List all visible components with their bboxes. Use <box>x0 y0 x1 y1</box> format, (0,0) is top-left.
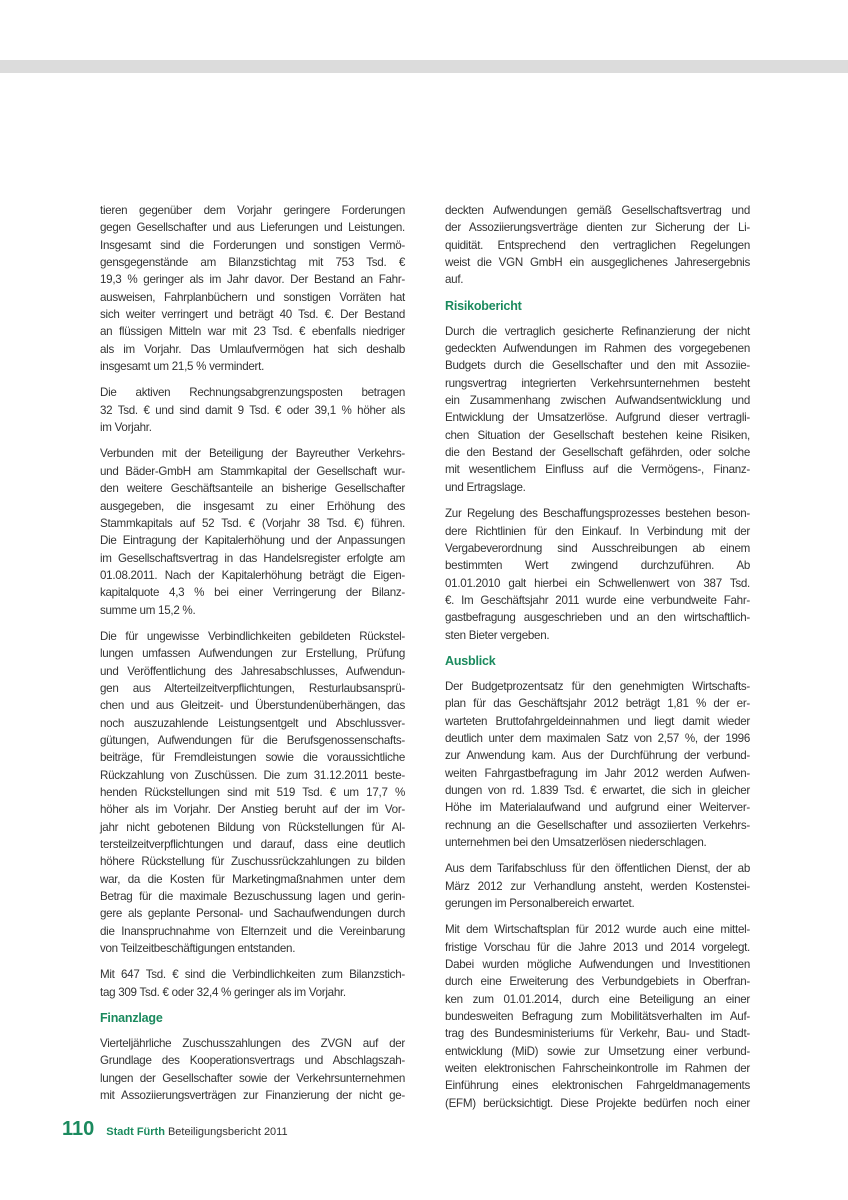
text-line: deckten Aufwendungen gemäß Gesellschaftsvertrag und <box>445 204 750 217</box>
text-line: Höhe im Materialaufwand und aufgrund einer Weiterver- <box>445 801 750 815</box>
text-line: zur Anwendung kam. Aus der Durchführung der verbund- <box>445 749 750 763</box>
section-heading: Risikobericht <box>445 298 522 313</box>
text-line: chen Situation der Gesellschaft bestehen keine Risiken, <box>445 428 750 442</box>
footer-brand: Stadt Fürth <box>106 1126 165 1138</box>
text-line: (EFM) berücksichtigt. Diese Projekte bedürfen noch einer <box>445 1096 750 1110</box>
text-line: rungsvertrag integrierten Verkehrsunternehmen besteht <box>445 376 750 390</box>
text-line: Rückzahlung von Zuschüssen. Die zum 31.12.2011 beste- <box>100 768 405 782</box>
text-line: im Gesellschaftsvertrag in das Handelsregister erfolgte am <box>100 551 405 565</box>
text-line: gensgegenstände am Bilanzstichtag mit 753 Tsd. € <box>100 256 405 270</box>
footer-report-title: Beteiligungsbericht 2011 <box>167 1126 288 1138</box>
section-heading: Ausblick <box>445 653 496 668</box>
text-line: 32 Tsd. € und sind damit 9 Tsd. € oder 39,1 % höher als <box>100 403 405 417</box>
text-line: lungen umfassen Aufwendungen zur Erstellung, Prüfung <box>100 647 405 661</box>
text-line: weiten elektronischen Fahrscheinkontrolle im Rahmen der <box>445 1062 750 1076</box>
text-line: gütungen, Aufwendungen für die Berufsgenossenschafts- <box>100 733 405 747</box>
text-line: 01.08.2011. Nach der Kapitalerhöhung beträgt die Eigen- <box>100 568 405 582</box>
text-line: ausweisen, Fahrplanbüchern und sonstigen Vorräten hat <box>100 290 405 304</box>
text-line: gerungen im Personalbereich erwartet. <box>445 897 635 911</box>
text-line: trag des Bundesministeriums für Verkehr, Bau- und Stadt- <box>445 1027 750 1041</box>
text-line: weiten Fahrgastbefragung im Jahr 2012 werden Aufwen- <box>445 766 750 780</box>
text-line: Aus dem Tarifabschluss für den öffentlichen Dienst, der ab <box>445 862 750 876</box>
paragraph <box>445 678 750 851</box>
text-line: von Teilzeitbeschäftigungen entstanden. <box>100 942 296 956</box>
text-line: beiträge, für Fremdleistungen sowie die voraussichtliche <box>100 751 405 765</box>
text-line: Dabei wurden mögliche Aufwendungen und Investitionen <box>445 958 750 972</box>
text-line: als im Vorjahr. Das Umlaufvermögen hat sich deshalb <box>100 342 405 356</box>
text-line: Der Budgetprozentsatz für den genehmigten Wirtschafts- <box>445 679 750 693</box>
text-line: bestimmten Wert zwingend durchzuführen. Ab <box>445 559 750 573</box>
text-line: €. Im Geschäftsjahr 2011 wurde eine verbundweite Fahr- <box>445 593 750 607</box>
text-line: Zur Regelung des Beschaffungsprozesses bestehen beson- <box>445 507 750 521</box>
text-line: gen aus Alterteilzeitverpflichtungen, Resturlaubsansprü- <box>100 681 405 695</box>
text-line: dungen von rd. 1.839 Tsd. € erwartet, die sich in gleicher <box>445 783 750 797</box>
text-line: Vierteljährliche Zuschusszahlungen des ZVGN auf der <box>100 1037 405 1051</box>
text-line: Durch die vertraglich gesicherte Refinanzierung der nicht <box>445 324 750 338</box>
paragraph <box>445 505 750 644</box>
text-line: der Assoziierungsverträge dienten zur Sicherung der Li- <box>445 221 750 235</box>
text-line: durch eine Erweiterung des Verbundgebiets in Oberfran- <box>445 975 750 989</box>
text-line: sten Bieter vergeben. <box>445 628 550 642</box>
text-line: jahr nicht gebotenen Bildung von Rückstellungen für Al- <box>100 820 405 834</box>
text-line: quidität. Entsprechend den vertraglichen Regelungen <box>445 238 750 252</box>
paragraph <box>445 921 750 1112</box>
text-line: tag 309 Tsd. € oder 32,4 % geringer als im Vorjahr. <box>100 985 346 999</box>
text-line: und Bäder-GmbH am Stammkapital der Gesellschaft wur- <box>100 464 405 478</box>
text-line: bundesweiten Befragung zum Mobilitätsverhalten im Auf- <box>445 1010 750 1024</box>
text-line: plan für das Geschäftsjahr 2012 beträgt 1,81 % der er- <box>445 697 750 711</box>
paragraph <box>445 202 750 289</box>
text-line: unternehmen bei den Umsatzerlösen niederschlagen. <box>445 836 707 849</box>
page-footer <box>62 1118 288 1141</box>
text-line: Die aktiven Rechnungsabgrenzungsposten betragen <box>100 386 405 400</box>
text-line: und Veröffentlichung des Jahresabschlusses, Aufwendun- <box>100 664 405 678</box>
text-line: den weitere Geschäftsanteile an bisherige Gesellschafter <box>100 482 405 496</box>
text-line: Insgesamt sind die Forderungen und sonstigen Vermö- <box>100 238 405 252</box>
text-line: die den Bestand der Gesellschaft gefährden, oder solche <box>445 446 750 460</box>
page-number: 110 <box>62 1118 95 1140</box>
text-line: fristige Vorschau für die Jahre 2013 und 2014 vorgelegt. <box>445 940 750 954</box>
paragraph <box>100 628 405 958</box>
paragraph <box>100 1035 405 1104</box>
text-line: höhere Rückstellung für Zuschussrückzahlungen zu bilden <box>100 855 405 869</box>
paragraph <box>445 860 750 912</box>
text-line: entwicklung (MiD) sowie zur Umsetzung einer verbund- <box>445 1044 750 1058</box>
text-line: und Ertragslage. <box>445 480 526 494</box>
paragraph <box>100 966 405 1001</box>
text-line: Budgets durch die Gesellschafter und den mit Assoziie- <box>445 359 750 373</box>
text-line: Die Eintragung der Kapitalerhöhung und der Anpassungen <box>100 534 405 548</box>
text-line: kapitalquote 4,3 % bei einer Verringerung der Bilanz- <box>100 586 405 600</box>
text-line: an flüssigen Mitteln war mit 23 Tsd. € ebenfalls niedriger <box>100 325 405 339</box>
text-line: ken zum 01.01.2014, durch eine Beteiligung an einer <box>445 992 750 1006</box>
text-line: ein Zusammenhang zwischen Aufwandsentwicklung und <box>445 394 750 408</box>
text-line: Vergabeverordnung sind Ausschreibungen ab einem <box>445 541 750 555</box>
text-line: tieren gegenüber dem Vorjahr geringere Forderungen <box>100 204 405 217</box>
text-line: war, da die Kosten für Marketingmaßnahmen unter dem <box>100 872 405 886</box>
paragraph <box>100 445 405 618</box>
text-line: dere Richtlinien für den Einkauf. In Verbindung mit der <box>445 524 750 538</box>
text-line: chen und aus Gleitzeit- und Überstundenüberhängen, das <box>100 699 405 713</box>
text-line: höher als im Vorjahr. Der Anstieg beruht auf der im Vor- <box>100 803 405 817</box>
text-line: Entwicklung der Umsatzerlöse. Aufgrund dieser vertragli- <box>445 411 750 425</box>
text-line: warteten Bruttofahrgeldeinnahmen und liegt damit wieder <box>445 714 750 728</box>
right-text-column <box>445 202 750 1121</box>
text-line: Mit 647 Tsd. € sind die Verbindlichkeiten zum Bilanzstich- <box>100 968 405 982</box>
text-line: gegen Gesellschafter und aus Lieferungen und Leistungen. <box>100 221 405 235</box>
text-line: mit wesentlichem Einfluss auf die Vermögens-, Finanz- <box>445 463 750 477</box>
text-line: im Vorjahr. <box>100 421 152 435</box>
text-line: tersteilzeitverpflichtungen und darauf, dass eine deutlich <box>100 838 405 852</box>
text-line: summe um 15,2 %. <box>100 603 196 617</box>
text-line: mit Assoziierungsverträgen zur Finanzierung der nicht ge- <box>100 1089 405 1103</box>
text-line: die Inanspruchnahme von Elternzeit und die Vereinbarung <box>100 924 405 938</box>
text-line: Einführung eines elektronischen Fahrgeldmanagements <box>445 1079 750 1093</box>
text-line: gastbefragung ausgeschrieben und an den wirtschaftlich- <box>445 611 750 625</box>
text-line: lungen der Gesellschafter sowie der Verkehrsunternehmen <box>100 1071 405 1085</box>
paragraph <box>100 384 405 436</box>
text-line: gedeckten Aufwendungen im Rahmen des vorgegebenen <box>445 342 750 356</box>
text-line: noch auszuzahlende Leistungsentgelt und Abschlussver- <box>100 716 405 730</box>
text-line: henden Rückstellungen sind mit 519 Tsd. € um 17,7 % <box>100 786 405 799</box>
text-line: 01.01.2010 galt hierbei ein Schwellenwert von 387 Tsd. <box>445 576 750 590</box>
section-heading: Finanzlage <box>100 1011 163 1026</box>
text-line: rechnung an die Gesellschafter und assoziierten Verkehrs- <box>445 818 750 832</box>
text-line: ausgegeben, die insgesamt zu einer Erhöhung des <box>100 499 405 513</box>
text-line: deutlich unter dem maximalen Satz von 2,57 %, der 1996 <box>445 731 750 745</box>
left-text-column <box>100 202 405 1114</box>
paragraph <box>445 323 750 496</box>
paragraph <box>100 202 405 375</box>
text-line: Grundlage des Kooperationsvertrags und Abschlagszah- <box>100 1054 405 1068</box>
text-line: Mit dem Wirtschaftsplan für 2012 wurde auch eine mittel- <box>445 923 750 937</box>
text-line: März 2012 zur Verhandlung ansteht, werden Kostenstei- <box>445 879 750 893</box>
text-line: Die für ungewisse Verbindlichkeiten gebildeten Rückstel- <box>100 629 405 643</box>
text-line: Stammkapitals auf 52 Tsd. € (Vorjahr 38 Tsd. €) führen. <box>100 516 405 530</box>
top-bar <box>0 60 848 73</box>
text-line: Verbunden mit der Beteiligung der Bayreuther Verkehrs- <box>100 447 405 461</box>
text-line: Betrag für die maximale Bezuschussung lagen und gerin- <box>100 890 405 904</box>
text-line: auf. <box>445 273 464 287</box>
text-line: 19,3 % geringer als im Jahr davor. Der Bestand an Fahr- <box>100 273 405 287</box>
text-line: gere als geplante Personal- und Sachaufwendungen durch <box>100 907 405 921</box>
text-line: weist die VGN GmbH ein ausgeglichenes Jahresergebnis <box>445 256 750 270</box>
text-line: sich weiter verringert und beträgt 40 Tsd. €. Der Bestand <box>100 308 405 322</box>
text-line: insgesamt um 21,5 % vermindert. <box>100 360 265 374</box>
